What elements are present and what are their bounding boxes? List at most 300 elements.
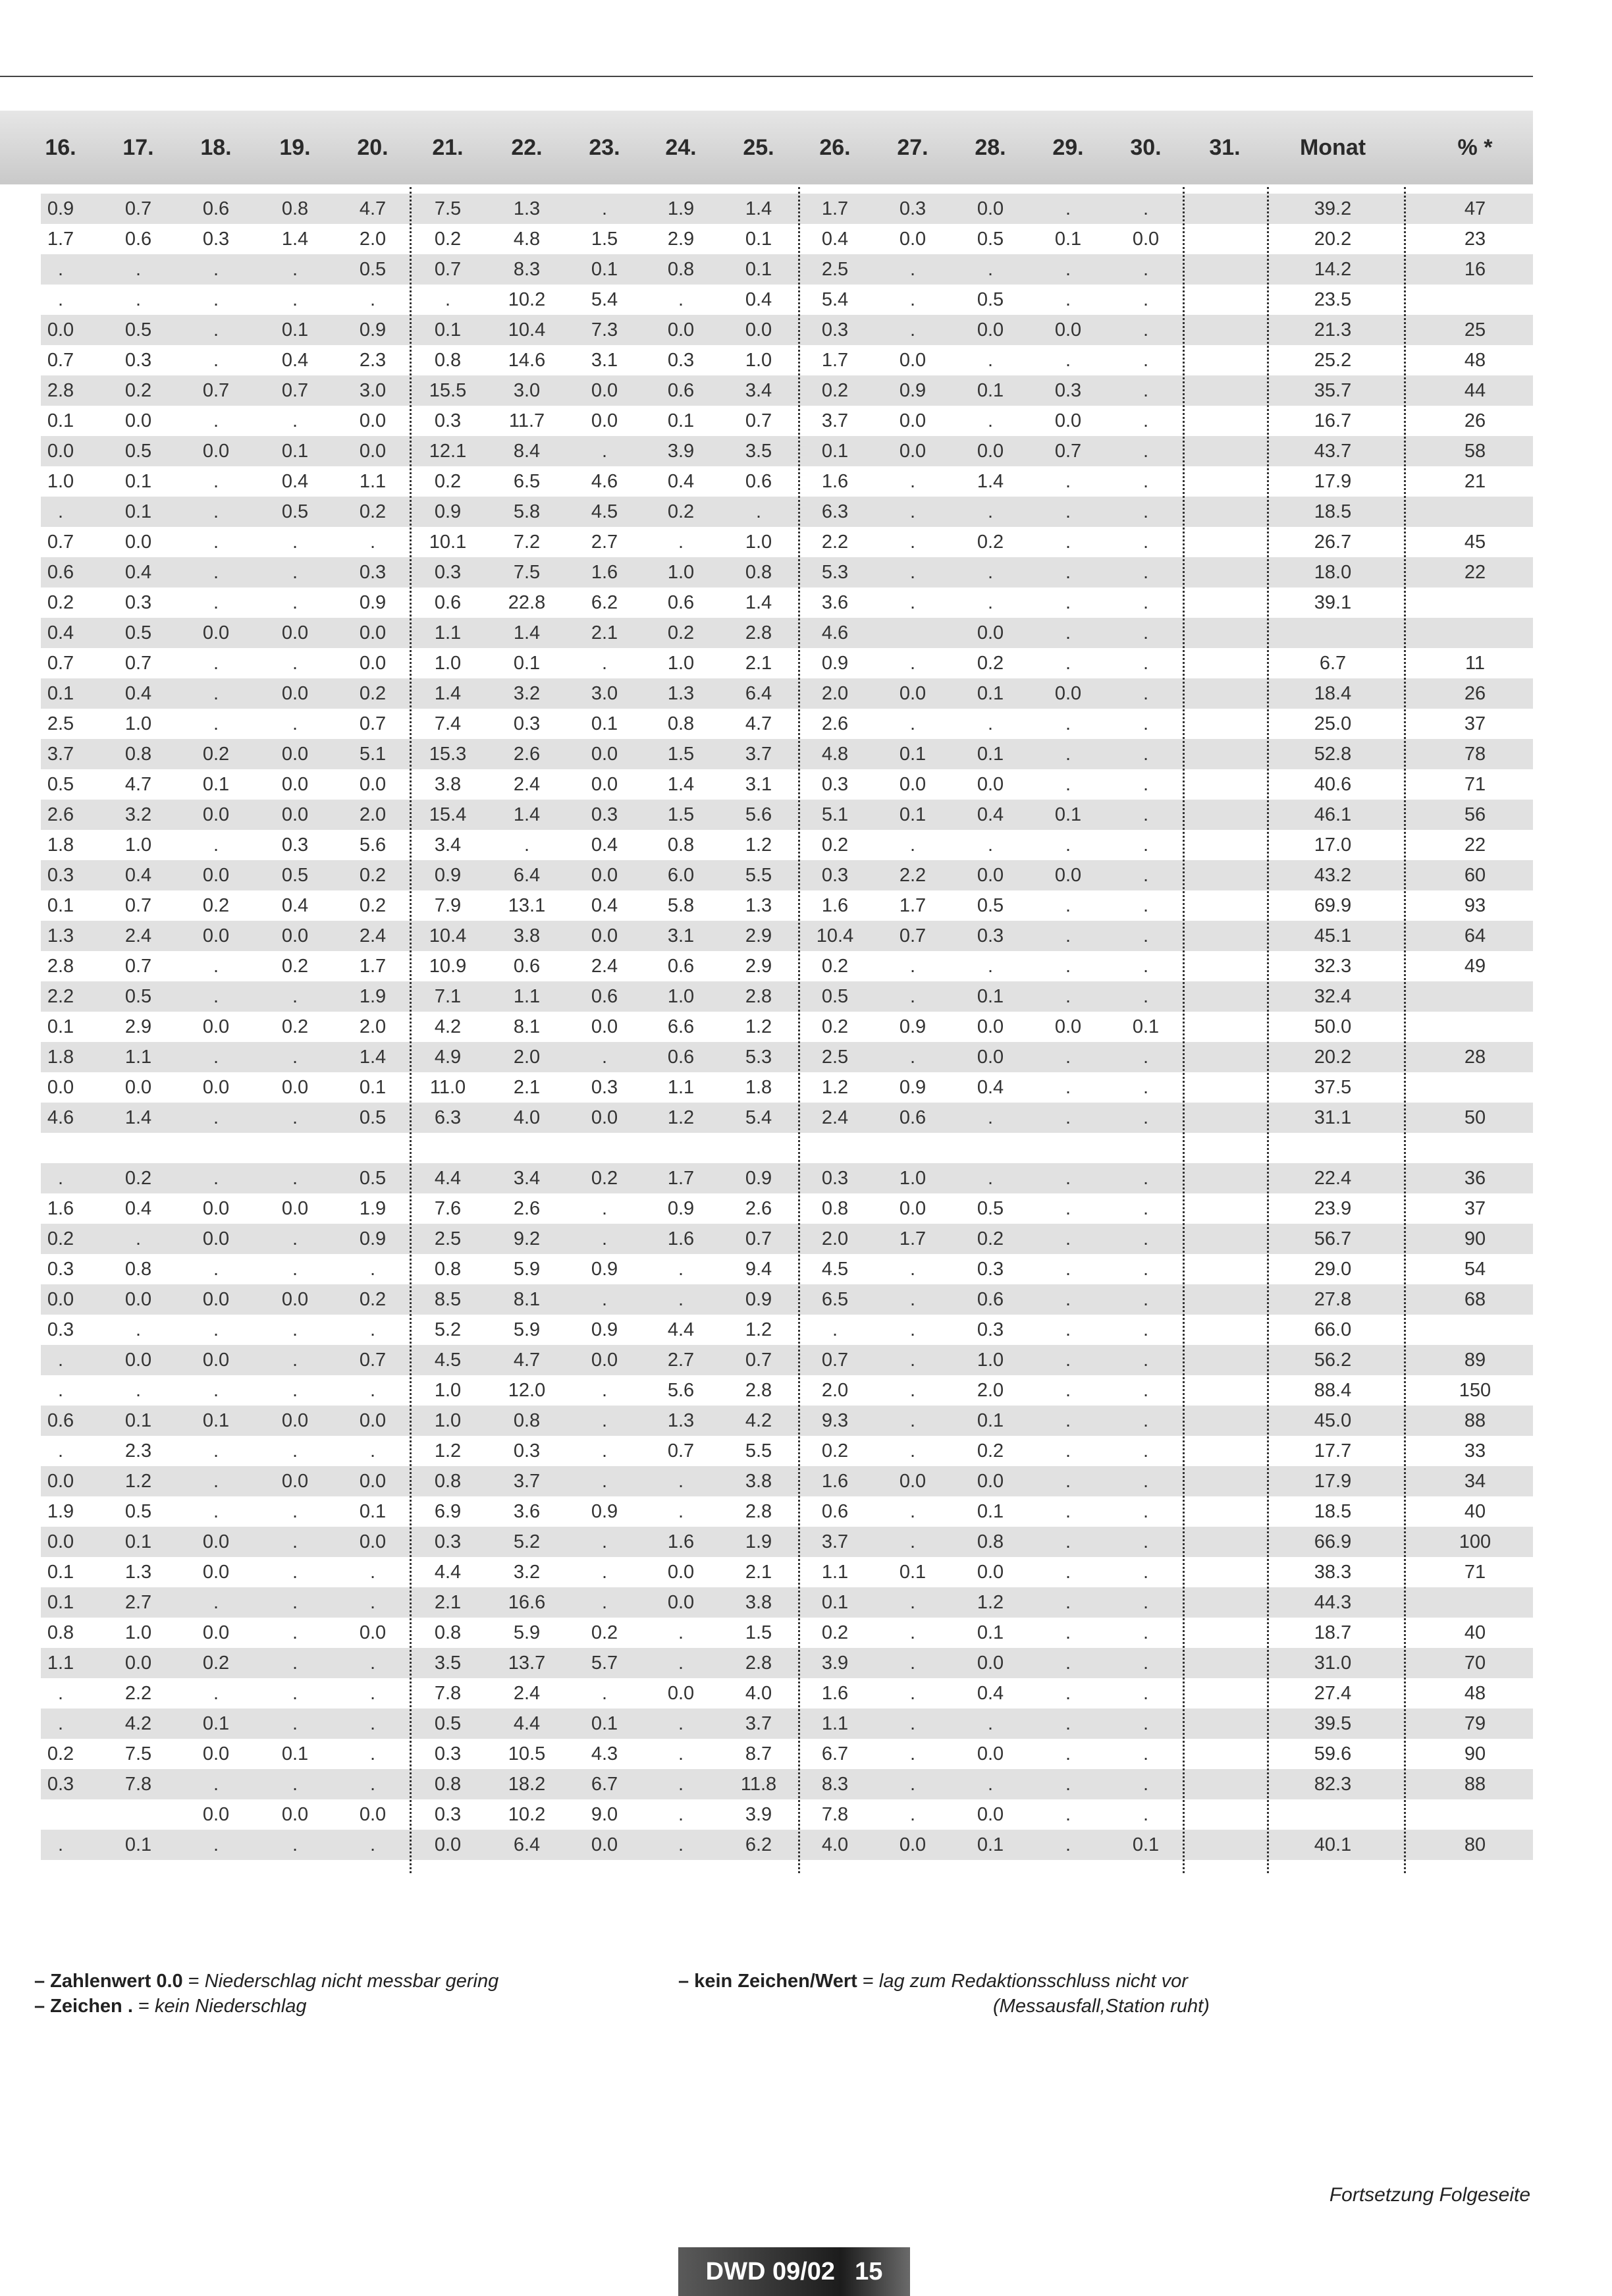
- table-cell: 3.4: [513, 1168, 541, 1189]
- table-cell: 0.3: [977, 925, 1004, 946]
- table-cell: 0.2: [667, 622, 695, 643]
- table-cell: 0.2: [202, 895, 230, 916]
- table-cell: .: [909, 1653, 916, 1674]
- table-cell: 4.7: [359, 198, 387, 219]
- table-cell: .: [1142, 319, 1149, 341]
- table-cell: 0.5: [124, 1501, 152, 1522]
- table-cell: 0.0: [359, 653, 387, 674]
- table-cell: .: [369, 1834, 376, 1855]
- table-cell: 0.0: [591, 865, 618, 886]
- table-cell: 2.0: [359, 229, 387, 250]
- table-cell: .: [213, 289, 219, 310]
- table-cell: .: [57, 1713, 64, 1734]
- table-cell: 0.0: [591, 410, 618, 431]
- column-header: % *: [1457, 135, 1493, 160]
- table-cell: 0.6: [591, 986, 618, 1007]
- table-cell: 3.9: [745, 1804, 772, 1825]
- table-cell: [1189, 1557, 1260, 1587]
- table-cell: 0.0: [281, 804, 309, 825]
- table-cell: [1189, 557, 1260, 588]
- table-cell: 1.6: [667, 1531, 695, 1552]
- table-cell: .: [909, 319, 916, 341]
- table-cell: .: [1142, 744, 1149, 765]
- table-cell: 1.0: [977, 1350, 1004, 1371]
- table-cell: 5.5: [745, 1440, 772, 1462]
- table-cell: 0.0: [359, 1471, 387, 1492]
- table-cell: .: [909, 713, 916, 734]
- table-cell: .: [1142, 1259, 1149, 1280]
- table-cell: 3.7: [47, 744, 74, 765]
- table-cell: 0.2: [821, 1440, 849, 1462]
- table-cell: 0.6: [667, 1047, 695, 1068]
- table-cell: 1.0: [667, 986, 695, 1007]
- table-cell: .: [57, 1350, 64, 1371]
- legend-l2-text: kein Niederschlag: [154, 1996, 307, 2017]
- table-cell: .: [213, 653, 219, 674]
- table-cell: 4.6: [821, 622, 849, 643]
- table-cell: 0.2: [434, 471, 462, 492]
- table-cell: 0.1: [281, 1743, 309, 1764]
- table-cell: 0.6: [667, 592, 695, 613]
- table-cell: .: [292, 1531, 298, 1552]
- table-cell: 0.8: [124, 1259, 152, 1280]
- table-cell: 1.5: [667, 744, 695, 765]
- continuation-note: Fortsetzung Folgeseite: [1329, 2184, 1530, 2206]
- table-cell: 0.8: [667, 834, 695, 856]
- table-cell: [1189, 769, 1260, 800]
- table-cell: 0.6: [47, 1410, 74, 1431]
- table-cell: 17.0: [1314, 834, 1352, 856]
- table-cell: 13.7: [508, 1653, 546, 1674]
- table-cell: 0.9: [667, 1198, 695, 1219]
- table-cell: 2.1: [434, 1592, 462, 1613]
- table-cell: .: [909, 1380, 916, 1401]
- table-cell: 0.4: [977, 804, 1004, 825]
- table-cell: 2.6: [821, 713, 849, 734]
- table-cell: 5.4: [821, 289, 849, 310]
- table-cell: .: [1142, 471, 1149, 492]
- table-cell: 1.9: [359, 986, 387, 1007]
- table-cell: .: [524, 834, 530, 856]
- table-cell: 0.5: [977, 1198, 1004, 1219]
- table-cell: .: [369, 1440, 376, 1462]
- table-cell: .: [369, 1592, 376, 1613]
- table-cell: 0.5: [281, 501, 309, 522]
- table-cell: 27.8: [1314, 1289, 1352, 1310]
- table-cell: [1189, 951, 1260, 981]
- table-cell: .: [1142, 834, 1149, 856]
- table-cell: 71: [1464, 1562, 1486, 1583]
- table-cell: 1.0: [899, 1168, 927, 1189]
- table-cell: 0.0: [47, 1077, 74, 1098]
- table-cell: .: [909, 1319, 916, 1340]
- table-cell: 8.7: [745, 1743, 772, 1764]
- table-cell: 3.6: [821, 592, 849, 613]
- table-cell: 0.0: [977, 1471, 1004, 1492]
- table-cell: 0.0: [202, 1562, 230, 1583]
- table-cell: .: [213, 683, 219, 704]
- table-cell: .: [601, 1410, 608, 1431]
- table-cell: 43.7: [1314, 441, 1352, 462]
- table-cell: 2.6: [513, 1198, 541, 1219]
- table-cell: .: [369, 289, 376, 310]
- table-cell: 2.4: [124, 925, 152, 946]
- table-cell: .: [369, 1774, 376, 1795]
- table-cell: 11.8: [740, 1774, 777, 1795]
- table-cell: 5.9: [513, 1259, 541, 1280]
- table-cell: .: [213, 1259, 219, 1280]
- table-cell: 1.2: [745, 1016, 772, 1037]
- table-cell: .: [292, 1501, 298, 1522]
- table-cell: .: [755, 501, 762, 522]
- table-cell: 0.0: [667, 319, 695, 341]
- table-cell: 23: [1464, 229, 1486, 250]
- table-cell: 0.5: [977, 289, 1004, 310]
- table-cell: 0.4: [281, 350, 309, 371]
- table-cell: 5.1: [359, 744, 387, 765]
- publication-label: DWD 09/02: [705, 2258, 836, 2285]
- table-cell: 0.3: [124, 592, 152, 613]
- legend-zahlenwert: [34, 1971, 498, 1992]
- table-cell: 0.0: [977, 1016, 1004, 1037]
- table-cell: 0.1: [124, 1834, 152, 1855]
- table-cell: 3.9: [821, 1653, 849, 1674]
- table-cell: 0.7: [202, 380, 230, 401]
- table-cell: 0.0: [281, 1077, 309, 1098]
- table-cell: 26: [1464, 683, 1486, 704]
- table-cell: .: [987, 713, 994, 734]
- table-cell: 6.7: [1319, 653, 1347, 674]
- table-cell: 0.4: [977, 1077, 1004, 1098]
- table-cell: [1189, 1708, 1260, 1739]
- table-cell: .: [601, 1562, 608, 1583]
- table-cell: 0.7: [359, 1350, 387, 1371]
- table-cell: 0.3: [202, 229, 230, 250]
- table-cell: 1.0: [745, 350, 772, 371]
- table-cell: [1267, 618, 1399, 648]
- table-cell: .: [213, 713, 219, 734]
- table-cell: 0.3: [281, 834, 309, 856]
- table-cell: 0.0: [281, 1198, 309, 1219]
- table-cell: .: [909, 653, 916, 674]
- table-cell: 2.9: [745, 956, 772, 977]
- table-cell: .: [909, 1713, 916, 1734]
- table-cell: 0.3: [977, 1259, 1004, 1280]
- table-cell: 0.3: [591, 804, 618, 825]
- table-cell: .: [1065, 1713, 1071, 1734]
- table-cell: 0.0: [591, 925, 618, 946]
- table-cell: [1189, 709, 1260, 739]
- table-cell: 3.7: [745, 744, 772, 765]
- table-cell: .: [909, 1289, 916, 1310]
- table-cell: 2.1: [591, 622, 618, 643]
- table-cell: .: [987, 1774, 994, 1795]
- table-cell: .: [1142, 1804, 1149, 1825]
- table-cell: 0.3: [47, 1774, 74, 1795]
- table-cell: 0.7: [434, 259, 462, 280]
- table-cell: 1.1: [821, 1562, 849, 1583]
- table-cell: .: [601, 1228, 608, 1249]
- legend-kein-wert-note: [993, 1996, 1210, 2017]
- table-cell: .: [1142, 865, 1149, 886]
- table-cell: 0.9: [745, 1168, 772, 1189]
- table-cell: 0.0: [359, 774, 387, 795]
- table-cell: 1.3: [124, 1562, 152, 1583]
- table-cell: .: [601, 198, 608, 219]
- table-cell: 0.7: [821, 1350, 849, 1371]
- table-cell: .: [1142, 350, 1149, 371]
- table-cell: 0.0: [977, 1804, 1004, 1825]
- legend-r2-text: (Messausfall,Station ruht): [993, 1996, 1210, 2017]
- table-cell: 0.0: [124, 1653, 152, 1674]
- table-cell: [1189, 830, 1260, 860]
- table-cell: .: [678, 1713, 684, 1734]
- table-cell: 5.9: [513, 1622, 541, 1643]
- table-cell: 0.3: [434, 1531, 462, 1552]
- table-cell: 1.2: [434, 1440, 462, 1462]
- table-cell: 0.2: [434, 229, 462, 250]
- table-cell: 0.4: [591, 895, 618, 916]
- table-cell: .: [601, 1047, 608, 1068]
- table-cell: .: [1142, 1289, 1149, 1310]
- table-cell: 0.6: [899, 1107, 927, 1128]
- table-cell: 58: [1464, 441, 1486, 462]
- table-cell: [1189, 1284, 1260, 1315]
- table-cell: .: [292, 1350, 298, 1371]
- column-header: 17.: [122, 135, 154, 160]
- table-cell: 4.6: [47, 1107, 74, 1128]
- table-cell: 11.7: [508, 410, 545, 431]
- table-cell: 2.2: [821, 532, 849, 553]
- table-cell: .: [292, 1440, 298, 1462]
- table-cell: 4.0: [513, 1107, 541, 1128]
- table-cell: 0.5: [124, 319, 152, 341]
- table-cell: 1.2: [124, 1471, 152, 1492]
- table-cell: .: [1142, 1501, 1149, 1522]
- table-cell: 4.6: [591, 471, 618, 492]
- table-cell: 0.0: [47, 319, 74, 341]
- table-cell: .: [1065, 1198, 1071, 1219]
- table-cell: 1.3: [745, 895, 772, 916]
- table-cell: 0.2: [821, 1622, 849, 1643]
- table-cell: 88: [1464, 1774, 1486, 1795]
- column-header: 20.: [357, 135, 389, 160]
- table-cell: .: [909, 1350, 916, 1371]
- table-cell: 0.8: [434, 1622, 462, 1643]
- table-cell: 25.2: [1314, 350, 1352, 371]
- table-cell: .: [1065, 198, 1071, 219]
- table-cell: 0.1: [202, 1713, 230, 1734]
- table-cell: 0.9: [434, 501, 462, 522]
- table-cell: .: [1142, 380, 1149, 401]
- table-cell: 7.5: [434, 198, 462, 219]
- table-cell: .: [1065, 1380, 1071, 1401]
- table-cell: 18.4: [1314, 683, 1352, 704]
- table-cell: 4.4: [513, 1713, 541, 1734]
- table-cell: 2.5: [821, 259, 849, 280]
- table-cell: 0.2: [821, 1016, 849, 1037]
- table-cell: [1189, 588, 1260, 618]
- table-cell: .: [909, 1743, 916, 1764]
- table-cell: [1189, 345, 1260, 375]
- table-cell: 4.2: [124, 1713, 152, 1734]
- table-cell: 0.0: [281, 774, 309, 795]
- table-cell: 0.8: [745, 562, 772, 583]
- table-cell: 0.1: [359, 1501, 387, 1522]
- table-cell: 0.1: [202, 1410, 230, 1431]
- table-cell: .: [987, 592, 994, 613]
- table-cell: .: [369, 1319, 376, 1340]
- table-cell: 6.5: [513, 471, 541, 492]
- table-cell: 0.5: [977, 229, 1004, 250]
- table-cell: .: [292, 1592, 298, 1613]
- table-cell: .: [1142, 1683, 1149, 1704]
- table-cell: 0.0: [899, 1834, 927, 1855]
- table-cell: 0.0: [47, 441, 74, 462]
- table-cell: .: [292, 986, 298, 1007]
- table-cell: 0.0: [202, 1228, 230, 1249]
- table-cell: .: [213, 501, 219, 522]
- table-cell: 1.4: [281, 229, 309, 250]
- table-cell: 2.2: [47, 986, 74, 1007]
- table-cell: [1422, 1072, 1528, 1103]
- table-cell: [1189, 890, 1260, 921]
- table-cell: 0.1: [899, 744, 927, 765]
- table-cell: 5.1: [821, 804, 849, 825]
- table-cell: 1.6: [821, 895, 849, 916]
- table-cell: 12.0: [508, 1380, 546, 1401]
- table-cell: .: [909, 259, 916, 280]
- table-cell: 64: [1464, 925, 1486, 946]
- table-cell: 1.0: [124, 1622, 152, 1643]
- table-cell: [1422, 497, 1528, 527]
- table-cell: .: [1142, 1653, 1149, 1674]
- table-cell: 0.0: [591, 1016, 618, 1037]
- table-cell: 0.3: [359, 562, 387, 583]
- table-cell: .: [292, 1622, 298, 1643]
- table-cell: 1.0: [434, 653, 462, 674]
- table-cell: .: [987, 956, 994, 977]
- table-cell: 2.4: [359, 925, 387, 946]
- table-cell: 0.1: [977, 1622, 1004, 1643]
- table-cell: 0.0: [1054, 319, 1082, 341]
- table-cell: 6.3: [434, 1107, 462, 1128]
- table-cell: .: [57, 1440, 64, 1462]
- table-cell: 56.7: [1314, 1228, 1352, 1249]
- table-cell: 48: [1464, 350, 1486, 371]
- table-cell: 1.5: [591, 229, 618, 250]
- table-cell: 0.1: [47, 1592, 74, 1613]
- table-cell: 5.9: [513, 1319, 541, 1340]
- table-cell: .: [1142, 653, 1149, 674]
- table-cell: 7.6: [434, 1198, 462, 1219]
- table-cell: 0.1: [202, 774, 230, 795]
- table-cell: .: [1065, 1683, 1071, 1704]
- table-cell: 0.2: [977, 532, 1004, 553]
- table-cell: .: [1065, 744, 1071, 765]
- table-cell: .: [909, 501, 916, 522]
- table-cell: 0.8: [124, 744, 152, 765]
- table-cell: [1189, 1224, 1260, 1254]
- table-cell: 4.4: [434, 1168, 462, 1189]
- table-cell: 2.3: [359, 350, 387, 371]
- legend-l1-prefix: – Zahlenwert: [34, 1971, 151, 1992]
- table-cell: [1189, 285, 1260, 315]
- table-cell: .: [213, 259, 219, 280]
- table-cell: 10.4: [816, 925, 854, 946]
- table-cell: 5.2: [513, 1531, 541, 1552]
- table-cell: 2.4: [513, 1683, 541, 1704]
- legend-l2-eq: =: [138, 1996, 149, 2017]
- table-cell: 10.5: [508, 1743, 546, 1764]
- table-cell: 0.0: [202, 1743, 230, 1764]
- table-cell: 3.5: [434, 1653, 462, 1674]
- table-cell: .: [213, 1683, 219, 1704]
- table-cell: .: [1142, 532, 1149, 553]
- table-cell: 1.6: [591, 562, 618, 583]
- table-cell: 0.7: [667, 1440, 695, 1462]
- table-cell: 0.4: [667, 471, 695, 492]
- table-cell: 45: [1464, 532, 1486, 553]
- table-cell: [1189, 1345, 1260, 1375]
- table-cell: 0.6: [513, 956, 541, 977]
- table-cell: 0.3: [821, 1168, 849, 1189]
- table-cell: 0.8: [821, 1198, 849, 1219]
- table-cell: 0.1: [124, 1531, 152, 1552]
- table-cell: .: [369, 1259, 376, 1280]
- table-cell: 1.4: [667, 774, 695, 795]
- table-cell: .: [1142, 1440, 1149, 1462]
- table-cell: 0.0: [47, 1471, 74, 1492]
- table-cell: 0.8: [434, 1471, 462, 1492]
- table-cell: 0.0: [281, 744, 309, 765]
- table-cell: 1.4: [434, 683, 462, 704]
- table-cell: 0.5: [124, 622, 152, 643]
- table-cell: .: [213, 1319, 219, 1340]
- table-cell: 0.1: [47, 1562, 74, 1583]
- table-cell: 8.4: [513, 441, 541, 462]
- table-cell: .: [1142, 1622, 1149, 1643]
- table-cell: .: [1065, 1531, 1071, 1552]
- table-cell: 0.3: [1054, 380, 1082, 401]
- table-cell: [1189, 1254, 1260, 1284]
- table-cell: .: [678, 1289, 684, 1310]
- table-cell: 56.2: [1314, 1350, 1352, 1371]
- table-cell: 71: [1464, 774, 1486, 795]
- table-cell: .: [1065, 1804, 1071, 1825]
- table-cell: 0.0: [667, 1562, 695, 1583]
- table-cell: .: [1142, 259, 1149, 280]
- table-cell: 66.9: [1314, 1531, 1352, 1552]
- table-cell: 44: [1464, 380, 1486, 401]
- table-cell: .: [678, 1743, 684, 1764]
- table-cell: .: [57, 501, 64, 522]
- table-cell: [1189, 1436, 1260, 1466]
- table-cell: 0.3: [821, 319, 849, 341]
- table-cell: 5.7: [591, 1653, 618, 1674]
- table-cell: 50: [1464, 1107, 1486, 1128]
- legend-r1-text: lag zum Redaktionsschluss nicht vor: [878, 1971, 1188, 1992]
- table-cell: [1189, 1163, 1260, 1193]
- table-cell: [1189, 527, 1260, 557]
- table-cell: .: [601, 1471, 608, 1492]
- table-cell: .: [1142, 1743, 1149, 1764]
- table-cell: 1.0: [124, 834, 152, 856]
- table-cell: 2.6: [513, 744, 541, 765]
- page-number: 15: [855, 2258, 883, 2285]
- table-cell: .: [213, 1168, 219, 1189]
- table-cell: [1189, 1406, 1260, 1436]
